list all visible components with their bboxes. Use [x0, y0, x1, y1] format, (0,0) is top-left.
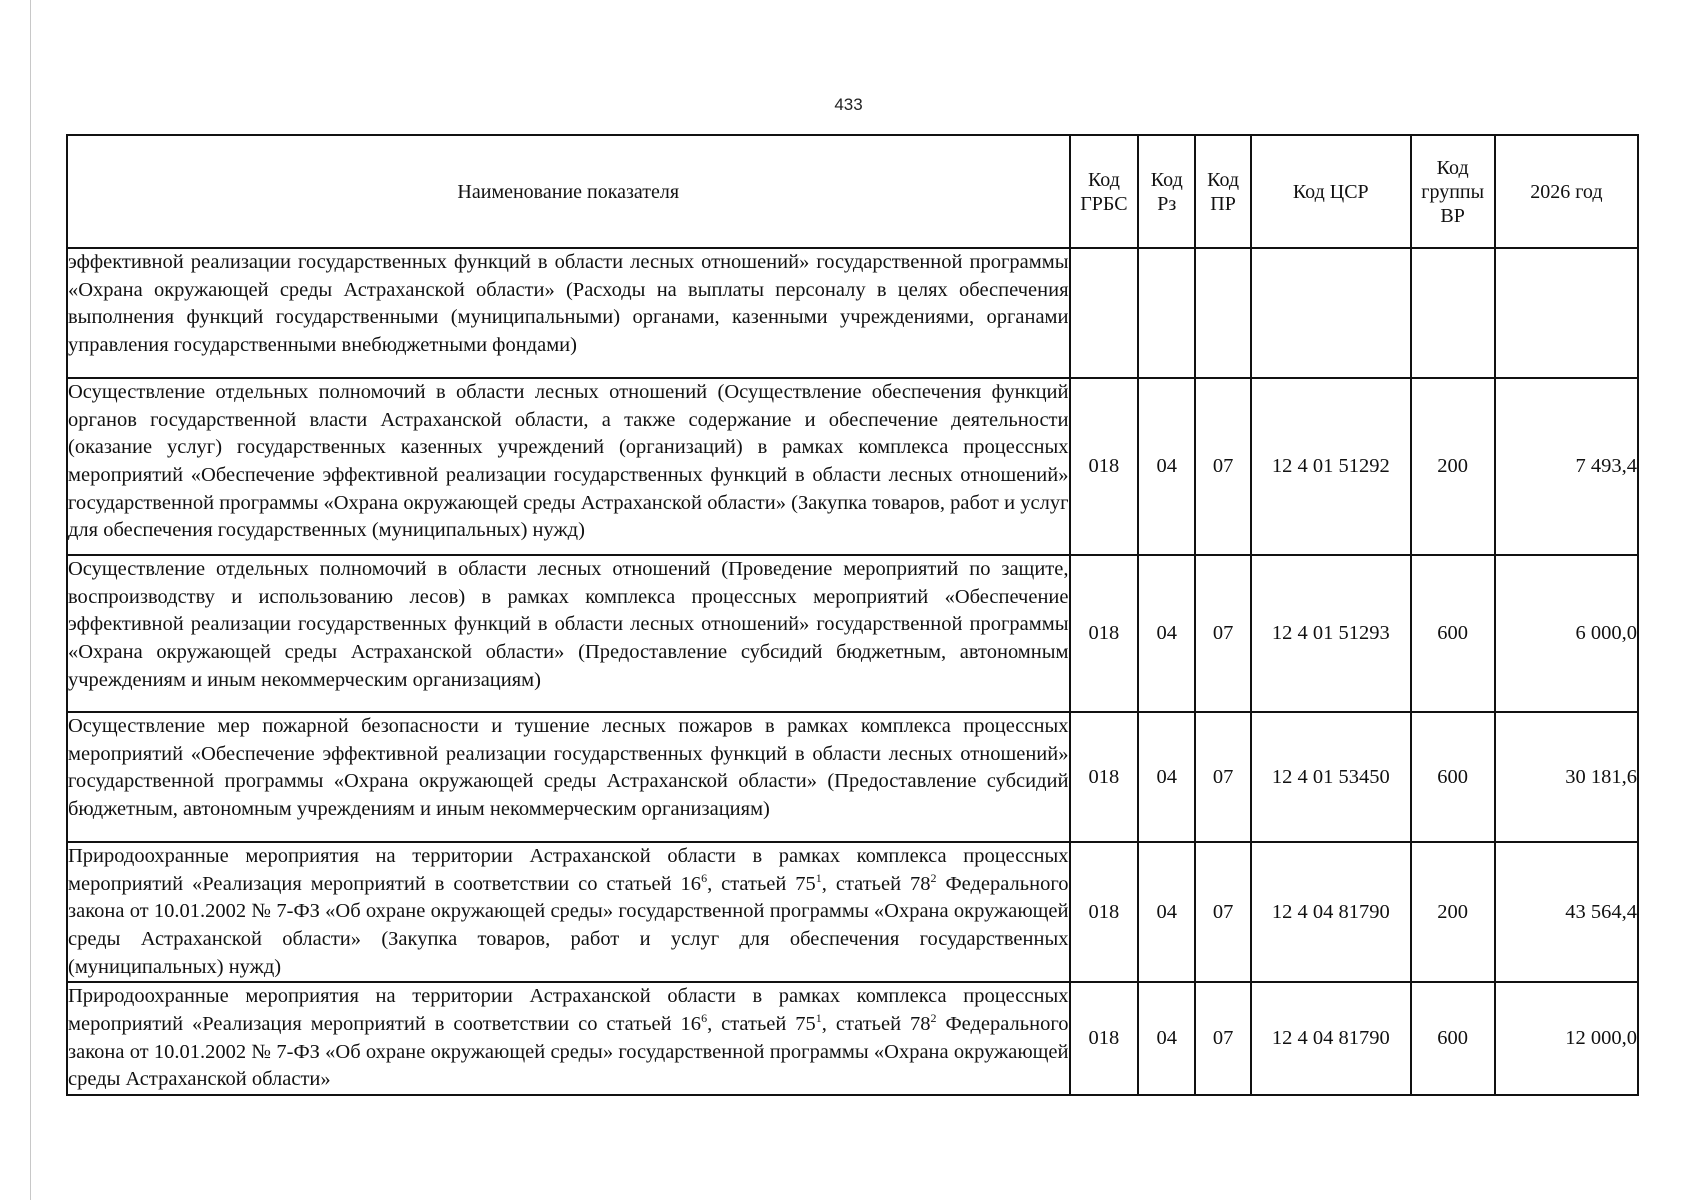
row-name [67, 842, 1070, 982]
row-name [67, 982, 1070, 1095]
row-name-text: , статьей 75 [707, 872, 816, 895]
header-pr: Код ПР [1195, 135, 1251, 248]
row-name-text: Природоохранные мероприятия на территории Астраханской области в рамках комплекса процессных мероприятий «Реализация мероприятий в соответствии со статьей 16 [68, 985, 1069, 1036]
row-amount [1495, 248, 1638, 378]
row-pr: 07 [1195, 555, 1251, 712]
row-amount: 43 564,4 [1495, 842, 1638, 982]
row-amount: 7 493,4 [1495, 378, 1638, 555]
row-csr: 12 4 01 53450 [1251, 712, 1411, 842]
row-vr: 200 [1411, 378, 1495, 555]
header-csr: Код ЦСР [1251, 135, 1411, 248]
row-name-text: Федерального закона от 10.01.2002 № 7-ФЗ «Об охране окружающей среды» государственной программы «Охрана окружающей среды Астраханской области» (Закупка товаров, работ и услуг для обеспечения государственных (муниципальных) нужд) [68, 872, 1069, 978]
superscript: 2 [930, 1011, 937, 1026]
row-grbs [1070, 248, 1139, 378]
row-rz: 04 [1138, 555, 1195, 712]
row-rz: 04 [1138, 982, 1195, 1095]
row-grbs: 018 [1070, 842, 1139, 982]
row-vr: 600 [1411, 982, 1495, 1095]
page-number: 433 [834, 95, 863, 114]
row-vr [1411, 248, 1495, 378]
row-name: эффективной реализации государственных функций в области лесных отношений» государственной программы «Охрана окружающей среды Астраханской области» (Расходы на выплаты персоналу в целях обеспечения выполнения функций государственными (муниципальными) органами, казенными учреждениями, органами управления государственными внебюджетными фондами) [67, 248, 1070, 378]
row-name-text: Федерального закона от 10.01.2002 № 7-ФЗ «Об охране окружающей среды» государственной программы «Охрана окружающей среды Астраханской области» [68, 1013, 1069, 1091]
budget-table [66, 134, 1639, 1096]
row-pr [1195, 248, 1251, 378]
row-name: Осуществление отдельных полномочий в области лесных отношений (Осуществление обеспечения функций органов государственной власти Астраханской области, а также содержание и обеспечение деятельности (оказание услуг) государственных казенных учреждений (организаций) в рамках комплекса процессных мероприятий «Обеспечение эффективной реализации государственных функций в области лесных отношений» государственной программы «Охрана окружающей среды Астраханской области» (Закупка товаров, работ и услуг для обеспечения государственных (муниципальных) нужд) [67, 378, 1070, 555]
row-name-text: , статьей 75 [707, 1013, 816, 1036]
row-rz [1138, 248, 1195, 378]
header-grbs: Код ГРБС [1070, 135, 1139, 248]
row-vr: 600 [1411, 712, 1495, 842]
row-pr: 07 [1195, 712, 1251, 842]
row-rz: 04 [1138, 842, 1195, 982]
row-pr: 07 [1195, 378, 1251, 555]
row-grbs: 018 [1070, 712, 1139, 842]
row-vr: 600 [1411, 555, 1495, 712]
superscript: 6 [701, 1011, 708, 1026]
row-csr: 12 4 04 81790 [1251, 982, 1411, 1095]
row-grbs: 018 [1070, 982, 1139, 1095]
superscript: 6 [701, 870, 708, 885]
row-rz: 04 [1138, 378, 1195, 555]
superscript: 1 [815, 870, 822, 885]
row-csr: 12 4 01 51292 [1251, 378, 1411, 555]
row-amount: 12 000,0 [1495, 982, 1638, 1095]
row-name-text: , статьей 78 [821, 1013, 931, 1036]
header-rz: Код Рз [1138, 135, 1195, 248]
header-name: Наименование показателя [67, 135, 1070, 248]
superscript: 1 [815, 1011, 822, 1026]
header-vr: Код группы ВР [1411, 135, 1495, 248]
row-csr [1251, 248, 1411, 378]
row-name-text: , статьей 78 [821, 872, 931, 895]
table-row [67, 378, 1638, 555]
row-csr: 12 4 04 81790 [1251, 842, 1411, 982]
header-year: 2026 год [1495, 135, 1638, 248]
binding-margin-line [30, 0, 31, 1200]
table-row [67, 982, 1638, 1095]
table-row [67, 248, 1638, 378]
row-grbs: 018 [1070, 378, 1139, 555]
row-grbs: 018 [1070, 555, 1139, 712]
row-amount: 30 181,6 [1495, 712, 1638, 842]
row-rz: 04 [1138, 712, 1195, 842]
row-pr: 07 [1195, 982, 1251, 1095]
row-pr: 07 [1195, 842, 1251, 982]
row-csr: 12 4 01 51293 [1251, 555, 1411, 712]
row-name: Осуществление отдельных полномочий в области лесных отношений (Проведение мероприятий по защите, воспроизводству и использованию лесов) в рамках комплекса процессных мероприятий «Обеспечение эффективной реализации государственных функций в области лесных отношений» государственной программы «Охрана окружающей среды Астраханской области» (Предоставление субсидий бюджетным, автономным учреждениям и иным некоммерческим организациям) [67, 555, 1070, 712]
row-name: Осуществление мер пожарной безопасности и тушение лесных пожаров в рамках комплекса процессных мероприятий «Обеспечение эффективной реализации государственных функций в области лесных отношений» государственной программы «Охрана окружающей среды Астраханской области» (Предоставление субсидий бюджетным, автономным учреждениям и иным некоммерческим организациям) [67, 712, 1070, 842]
table-row [67, 712, 1638, 842]
row-amount: 6 000,0 [1495, 555, 1638, 712]
table-row [67, 555, 1638, 712]
table-row [67, 842, 1638, 982]
superscript: 2 [930, 870, 937, 885]
row-name-text: Природоохранные мероприятия на территории Астраханской области в рамках комплекса процессных мероприятий «Реализация мероприятий в соответствии со статьей 16 [68, 845, 1069, 895]
header-row [67, 135, 1638, 248]
row-vr: 200 [1411, 842, 1495, 982]
